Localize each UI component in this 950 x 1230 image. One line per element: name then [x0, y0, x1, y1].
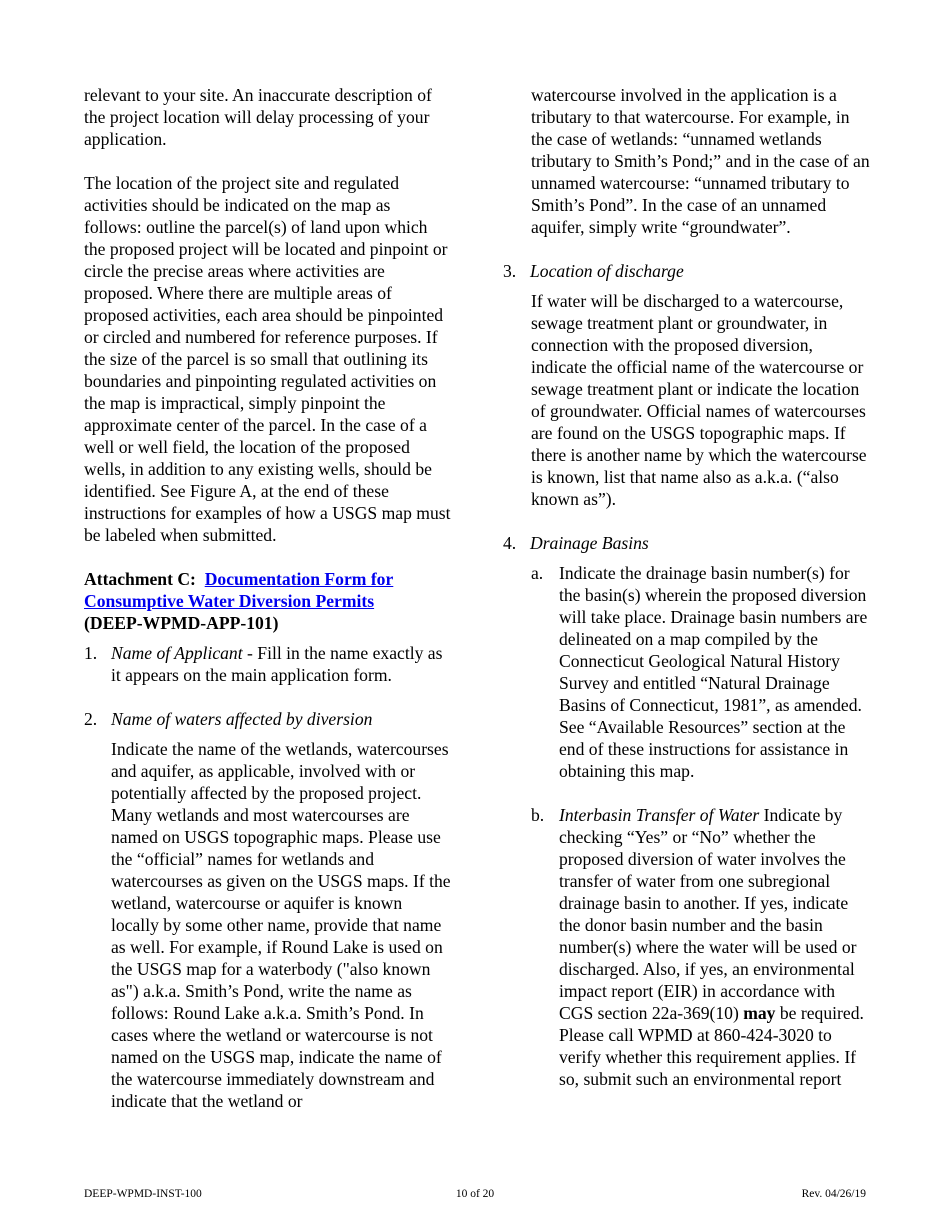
documentation-form-link[interactable]: Documentation Form for Consumptive Water Diversion Permits: [84, 569, 394, 611]
attachment-c-prefix: Attachment C:: [84, 569, 196, 589]
item-4a-text: Indicate the drainage basin number(s) for the basin(s) wherein the proposed diversion will take place. Drainage basin numbers are delineated on a map compiled by the Connecticut Geological Natural History Survey and entitled “Natural Drainage Basins of Connecticut, 1981”, as amended. See “Available Resources” section at the end of these instructions for assistance in obtaining this map.: [559, 563, 868, 781]
attachment-c-heading: [84, 568, 452, 634]
item-4-title: Drainage Basins: [530, 533, 649, 553]
intro-paragraph-2: The location of the project site and regulated activities should be indicated on the map as follows: outline the parcel(s) of land upon which the proposed project will be located and pinpoint or circle the precise areas where activities are proposed. Where there are multiple areas of proposed activities, each area should be pinpointed or circled and numbered for reference purposes. If the size of the parcel is so small that outlining its boundaries and pinpointing regulated activities on the map is impractical, simply pinpoint the approximate center of the parcel. In the case of a well or well field, the location of the proposed wells, in addition to any existing wells, should be identified. See Figure A, at the end of these instructions for examples of how a USGS map must be labeled when submitted.: [84, 173, 451, 545]
page-footer: [84, 1187, 866, 1201]
item-4b-letter: b.: [531, 805, 545, 825]
item-3-body: If water will be discharged to a watercourse, sewage treatment plant or groundwater, in connection with the proposed diversion, indicate the official name of the watercourse or sewage treatment plant or indicate the location of groundwater. Official names of watercourses are found on the USGS topographic maps. If there is another name by which the watercourse is known, list that name also as a.k.a. (“also known as”).: [531, 291, 867, 509]
item-2-number: 2.: [84, 709, 98, 729]
item-4b-title: Interbasin Transfer of Water: [559, 805, 760, 825]
item-4-number: 4.: [503, 533, 517, 553]
item-1-number: 1.: [84, 643, 98, 663]
item-3-title: Location of discharge: [530, 261, 684, 281]
item-3-location-of-discharge: [503, 260, 871, 282]
item-3-number: 3.: [503, 261, 517, 281]
item-2-continued: watercourse involved in the application is a tributary to that watercourse. For example, in the case of wetlands: “unnamed wetlands tributary to Smith’s Pond;” and in the case of an unnamed watercourse: “unnamed tributary to Smith’s Pond”. In the case of an unnamed aquifer, simply write “groundwater”.: [531, 85, 870, 237]
attachment-c-code: (DEEP-WPMD-APP-101): [84, 613, 279, 633]
item-1-title: Name of Applicant: [111, 643, 243, 663]
item-4b-bold-may: may: [743, 1003, 776, 1023]
item-1-text: - Fill in the name exactly as it appears on the main application form.: [111, 643, 443, 685]
left-column: [84, 84, 452, 1112]
right-column: [503, 84, 871, 1090]
intro-paragraph-1: relevant to your site. An inaccurate description of the project location will delay processing of your application.: [84, 85, 432, 149]
item-4b-text-after: be required. Please call WPMD at 860-424-3020 to verify whether this requirement applies. If so, submit such an environmental report: [559, 1003, 864, 1089]
item-2-title: Name of waters affected by diversion: [111, 709, 373, 729]
item-2-body: Indicate the name of the wetlands, watercourses and aquifer, as applicable, involved with or potentially affected by the proposed project. Many wetlands and most watercourses are named on USGS topographic maps. Please use the “official” names for wetlands and watercourses as given on the USGS maps. If the wetland, watercourse or aquifer is known locally by some other name, provide that name as well. For example, if Round Lake is used on the USGS map for a waterbody ("also known as") a.k.a. Smith’s Pond, write the name as follows: Round Lake a.k.a. Smith’s Pond. In cases where the wetland or watercourse is not named on the USGS map, indicate the name of the watercourse immediately downstream and indicate that the wetland or: [111, 739, 451, 1111]
footer-page-number: 10 of 20: [455, 1188, 495, 1200]
item-4-drainage-basins: [503, 532, 871, 554]
item-4b-text-before: Indicate by checking “Yes” or “No” whether the proposed diversion of water involves the transfer of water from one subregional drainage basin to another. If yes, indicate the donor basin number and the basin number(s) where the water will be used or discharged. Also, if yes, an environmental impact report (EIR) in accordance with CGS section 22a-369(10): [559, 805, 857, 1023]
item-4b-interbasin-transfer: [531, 804, 871, 1090]
item-2-name-of-waters: [84, 708, 452, 730]
footer-revision: Rev. 04/26/19: [801, 1188, 866, 1200]
item-4a-letter: a.: [531, 563, 544, 583]
footer-doc-id: DEEP-WPMD-INST-100: [84, 1188, 202, 1200]
item-1-name-of-applicant: [84, 642, 452, 686]
item-4a-drainage-basin-number: [531, 562, 871, 782]
